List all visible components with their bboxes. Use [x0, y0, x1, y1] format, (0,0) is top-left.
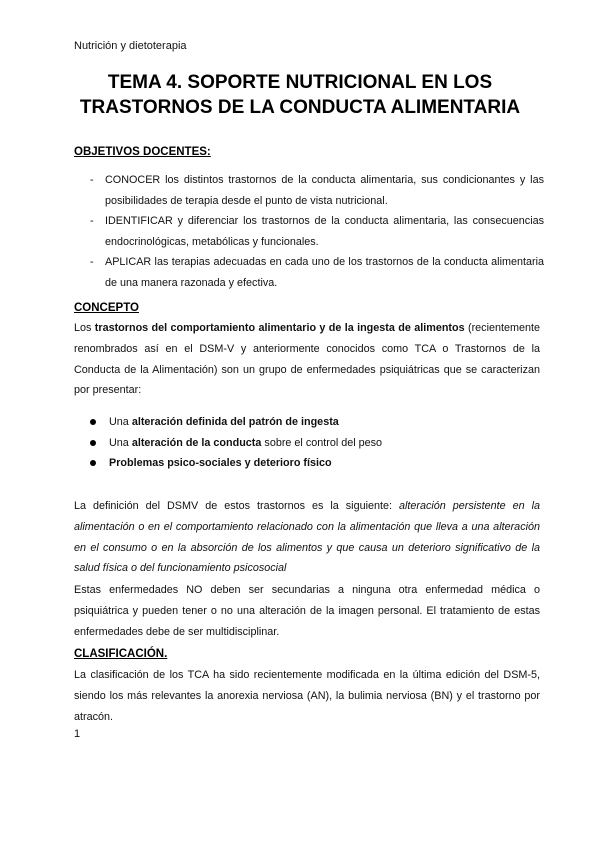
concepto-intro: Los [74, 322, 95, 334]
clasificacion-heading-text: CLASIFICACIÓN [74, 648, 165, 660]
bullet-prefix: Una [109, 416, 132, 428]
bullet-item [74, 433, 540, 454]
objetivo-text: CONOCER los distintos trastornos de la conducta alimentaria, sus condicionantes y las posibilidades de terapia desde el punto de vista nutricional. [105, 174, 544, 207]
definicion-intro: La definición del DSMV de estos trastornos es la siguiente: [74, 500, 399, 512]
bullet-bold-text: Problemas psico-sociales y deterioro físico [109, 457, 332, 469]
objetivo-text: APLICAR las terapias adecuadas en cada uno de los trastornos de la conducta alimentaria de una manera razonada y efectiva. [105, 256, 544, 289]
clasificacion-heading-dot: . [164, 648, 168, 660]
running-header: Nutrición y dietoterapia [74, 40, 187, 52]
concepto-bold-term: trastornos del comportamiento alimentario y de la ingesta de alimentos [94, 322, 465, 334]
concepto-rest: (recientemente renombrados así en el DSM-V y anteriormente conocidos como TCA o Trastornos de la Conducta de la Alimentación) son un grupo de enfermedades psiquiátricas que se caracterizan por presentar: [74, 322, 540, 397]
dash-bullet: - [90, 256, 94, 268]
objetivo-text: IDENTIFICAR y diferenciar los trastornos de la conducta alimentaria, las consecuencias endocrinológicas, metabólicas y funcionales. [105, 215, 544, 248]
bullet-item [74, 453, 540, 474]
bullet-prefix: Una [109, 436, 132, 449]
secundarias-paragraph: Estas enfermedades NO deben ser secundarias a ninguna otra enfermedad médica o psiquiátrica y pueden tener o no una alteración de la imagen personal. El tratamiento de estas enfermedades debe de ser multidisciplinar. [74, 584, 540, 638]
bullet-dot-icon [90, 419, 96, 425]
objetivos-list [74, 170, 544, 293]
concepto-heading: CONCEPTO [74, 302, 139, 314]
page-number: 1 [74, 728, 81, 740]
objetivos-heading [74, 146, 211, 158]
objetivos-heading-text: OBJETIVOS DOCENTES [74, 146, 207, 158]
document-title [60, 70, 540, 120]
title-line-2: TRASTORNOS DE LA CONDUCTA ALIMENTARIA [79, 97, 521, 118]
title-line-1: TEMA 4. SOPORTE NUTRICIONAL EN LOS [107, 72, 493, 93]
objetivo-item [74, 252, 544, 293]
bullet-dot-icon [90, 440, 96, 446]
concepto-bullet-list [74, 412, 540, 474]
bullet-bold-text: alteración definida del patrón de ingesta [131, 416, 339, 428]
definicion-paragraph [74, 496, 540, 579]
definicion-italic: alteración persistente en la alimentación o en el comportamiento relacionado con la alimentación que lleva a una alteración en el consumo o en la absorción de los alimentos y que causa un deterioro significativo de la salud física o del funcionamiento psicosocial [74, 500, 540, 575]
dash-bullet: - [90, 174, 94, 186]
objetivos-heading-colon: : [206, 146, 211, 158]
objetivo-item [74, 211, 544, 252]
bullet-item [74, 412, 540, 433]
bullet-bold-text: alteración de la conducta [131, 436, 262, 449]
bullet-dot-icon [90, 460, 96, 466]
clasificacion-paragraph: La clasificación de los TCA ha sido recientemente modificada en la última edición del DSM-5, siendo los más relevantes la anorexia nerviosa (AN), la bulimia nerviosa (BN) y el trastorno por atracón. [74, 669, 540, 723]
bullet-rest: sobre el control del peso [261, 436, 383, 449]
concepto-paragraph [74, 318, 540, 401]
dash-bullet: - [90, 215, 94, 227]
clasificacion-heading [74, 648, 167, 660]
objetivo-item [74, 170, 544, 211]
